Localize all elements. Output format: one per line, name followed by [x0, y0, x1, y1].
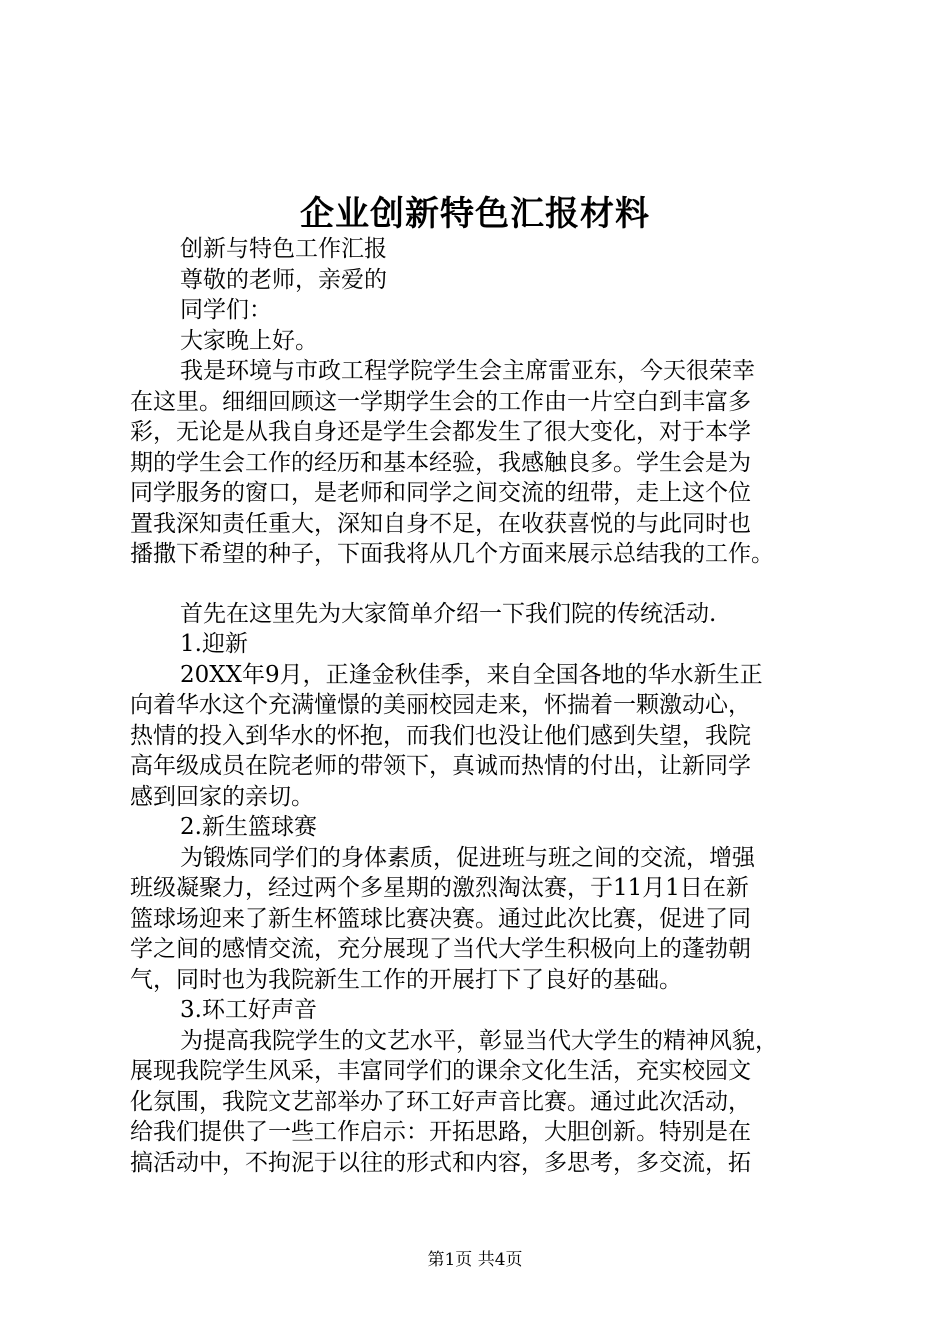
- text-line: 学之间的感情交流，充分展现了当代大学生积极向上的蓬勃朝: [130, 936, 751, 962]
- text-line: 同学服务的窗口，是老师和同学之间交流的纽带，走上这个位: [130, 480, 751, 506]
- document-title: 企业创新特色汇报材料: [300, 194, 650, 234]
- text-line: 为锻炼同学们的身体素质，促进班与班之间的交流，增强: [180, 844, 755, 871]
- section-heading: 3.环工好声音: [180, 997, 317, 1023]
- text-line: 20XX年9月，正逢金秋佳季，来自全国各地的华水新生正: [180, 661, 763, 688]
- text-line: 高年级成员在院老师的带领下，真诚而热情的付出，让新同学: [130, 753, 751, 779]
- text-line: 置我深知责任重大，深知自身不足，在收获喜悦的与此同时也: [130, 510, 751, 537]
- text-line: 向着华水这个充满憧憬的美丽校园走来，怀揣着一颗激动心，: [130, 692, 751, 718]
- text-line: 热情的投入到华水的怀抱，而我们也没让他们感到失望，我院: [130, 722, 751, 749]
- text-line: 化氛围，我院文艺部举办了环工好声音比赛。通过此次活动，: [130, 1088, 751, 1115]
- text-line: 播撒下希望的种子，下面我将从几个方面来展示总结我的工作。: [130, 541, 774, 567]
- text-line: 班级凝聚力，经过两个多星期的激烈淘汰赛，于11月1日在新: [130, 875, 749, 901]
- text-line: 尊敬的老师，亲爱的: [180, 266, 387, 293]
- page-footer: 第1页 共4页: [427, 1250, 523, 1270]
- text-line: 创新与特色工作汇报: [180, 236, 387, 262]
- text-line: 气，同时也为我院新生工作的开展打下了良好的基础。: [130, 966, 682, 993]
- paragraph-gap: [130, 570, 830, 599]
- text-line: 展现我院学生风采，丰富同学们的课余文化生活，充实校园文: [130, 1058, 751, 1084]
- text-line: 首先在这里先为大家简单介绍一下我们院的传统活动.: [180, 600, 717, 627]
- text-line: 彩，无论是从我自身还是学生会都发生了很大变化，对于本学: [130, 419, 751, 445]
- text-line: 给我们提供了一些工作启示：开拓思路，大胆创新。特别是在: [130, 1119, 751, 1145]
- text-line: 期的学生会工作的经历和基本经验，我感触良多。学生会是为: [130, 449, 751, 476]
- text-line: 搞活动中，不拘泥于以往的形式和内容，多思考，多交流，拓: [130, 1149, 751, 1176]
- text-line: 在这里。细细回顾这一学期学生会的工作由一片空白到丰富多: [130, 388, 751, 415]
- document-body: [130, 234, 830, 1178]
- text-line: 感到回家的亲切。: [130, 783, 314, 810]
- text-line: 为提高我院学生的文艺水平，彰显当代大学生的精神风貌，: [180, 1027, 778, 1054]
- text-line: 我是环境与市政工程学院学生会主席雷亚东，今天很荣幸: [180, 358, 755, 384]
- section-heading: 2.新生篮球赛: [180, 814, 317, 840]
- text-line: 同学们：: [180, 297, 272, 323]
- text-line: 大家晚上好。: [180, 327, 318, 354]
- text-line: 篮球场迎来了新生杯篮球比赛决赛。通过此次比赛，促进了同: [130, 905, 751, 932]
- section-heading: 1.迎新: [180, 631, 248, 657]
